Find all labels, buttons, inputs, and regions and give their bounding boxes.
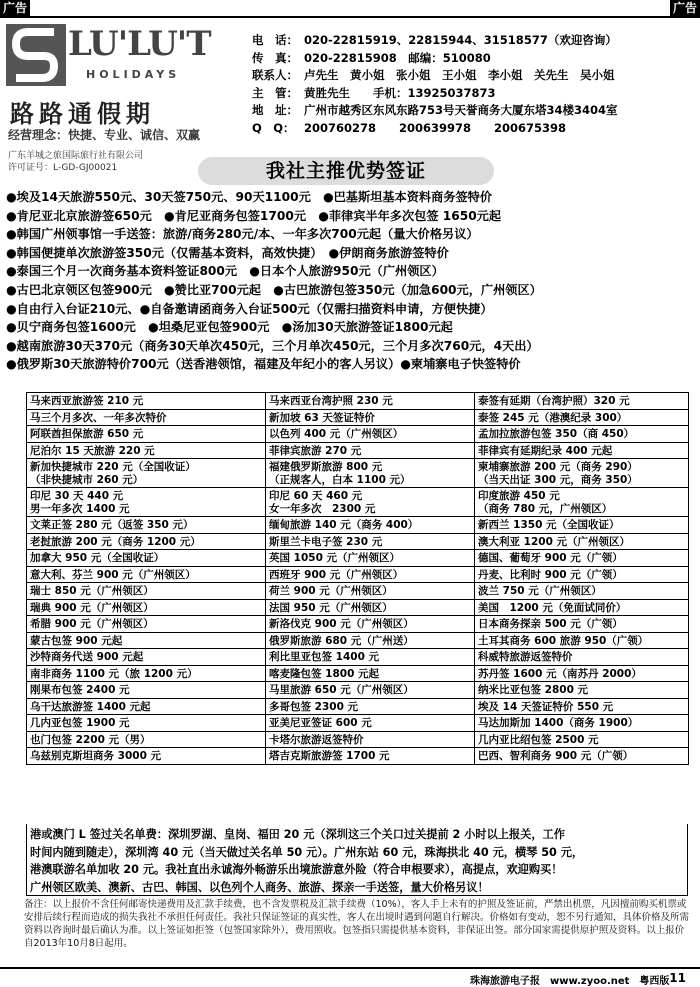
table-cell: 俄罗斯旅游 680 元（广州送） bbox=[266, 632, 475, 649]
table-row bbox=[27, 632, 689, 649]
table-row bbox=[27, 533, 689, 550]
table-row bbox=[27, 715, 689, 732]
chinese-brand-name: 路路通假期 bbox=[10, 99, 155, 128]
featured-visa-line: ●韩国广州领事馆一手送签：旅游/商务280元/本、一年多次700元起（量大价格另议） bbox=[6, 227, 479, 242]
featured-visa-line: ●肯尼亚北京旅游签650元 ●肯尼亚商务包签1700元 ●菲律宾半年多次包签 1650元起 bbox=[6, 208, 502, 223]
contact-value: 卢先生 黄小姐 张小姐 王小姐 李小姐 关先生 吴小姐 bbox=[304, 68, 615, 82]
table-cell: 印尼 60 天 460 元 女一年多次 2300 元 bbox=[266, 488, 475, 517]
publication-name: 珠海旅游电子报 www.zyoo.net 粤西版 bbox=[470, 976, 670, 987]
table-row bbox=[27, 566, 689, 583]
table-row bbox=[27, 731, 689, 748]
table-cell: 马三个月多次、一年多次特价 bbox=[27, 409, 266, 426]
visa-price-table bbox=[26, 392, 689, 765]
table-row bbox=[27, 488, 689, 517]
logo-text: LU'LU'T bbox=[68, 24, 211, 64]
contact-row bbox=[252, 85, 696, 103]
table-cell: 几内亚比绍包签 2500 元 bbox=[475, 731, 689, 748]
contact-value: 020-22815908 邮编：510080 bbox=[304, 50, 491, 65]
notes-line: 港澳联游名单加收 20 元。我社直出永诚海外畅游乐出境旅游意外险（符合申根要求），高提点，欢迎购买！ bbox=[30, 863, 563, 876]
table-cell: 也门包签 2200 元（男） bbox=[27, 731, 266, 748]
table-row bbox=[27, 649, 689, 666]
contact-label: 传 真： bbox=[252, 50, 298, 65]
contact-value: 200760278 200639978 200675398 bbox=[304, 120, 567, 135]
table-cell: 荷兰 900 元（广州领区） bbox=[266, 583, 475, 600]
company-name: 广东羊城之旅国际旅行社有限公司 bbox=[8, 151, 144, 161]
company-logo bbox=[6, 24, 236, 84]
table-cell: 几内亚包签 1900 元 bbox=[27, 715, 266, 732]
table-cell: 福建俄罗斯旅游 800 元 （正规客人，白本 1100 元） bbox=[266, 459, 475, 488]
contact-row bbox=[252, 120, 696, 138]
top-bar bbox=[0, 0, 700, 18]
visa-price-table-body bbox=[27, 393, 689, 765]
contact-label: Q Q： bbox=[252, 120, 295, 135]
contact-info bbox=[252, 32, 696, 137]
table-row bbox=[27, 599, 689, 616]
table-cell: 科威特旅游返签特价 bbox=[475, 649, 689, 666]
featured-visa-list bbox=[6, 188, 696, 374]
table-cell: 日本商务探亲 500 元（广领） bbox=[475, 616, 689, 633]
contact-label: 主 管： bbox=[252, 85, 298, 100]
table-row bbox=[27, 517, 689, 534]
table-cell: 丹麦、比利时 900 元（广领） bbox=[475, 566, 689, 583]
table-row bbox=[27, 409, 689, 426]
table-cell: 巴西、智利商务 900 元（广领） bbox=[475, 748, 689, 765]
table-cell: 以色列 400 元（广州领区） bbox=[266, 426, 475, 443]
featured-visa-line: ●俄罗斯30天旅游特价700元（送香港领馆，福建及年纪小的客人另议）●柬埔寨电子快签特价 bbox=[6, 357, 521, 372]
featured-visa-line: ●韩国便捷单次旅游签350元（仅需基本资料，高效快捷） ●伊朗商务旅游签特价 bbox=[6, 245, 449, 260]
table-cell: 英国 1050 元（广州领区） bbox=[266, 550, 475, 567]
table-row bbox=[27, 550, 689, 567]
table-cell: 乌干达旅游签 1400 元起 bbox=[27, 698, 266, 715]
table-row bbox=[27, 698, 689, 715]
table-cell: 马里旅游 650 元（广州领区） bbox=[266, 682, 475, 699]
notes-line: 港或澳门 L 签过关名单费：深圳罗湖、皇岗、福田 20 元（深圳这三个关口过关提前 2 小时以上报关，工作 bbox=[30, 828, 565, 841]
table-cell: 柬埔寨旅游 200 元（商务 290） （当天出证 300 元，商务 350） bbox=[475, 459, 689, 488]
table-row bbox=[27, 426, 689, 443]
table-cell: 加拿大 950 元（全国收证） bbox=[27, 550, 266, 567]
table-cell: 瑞士 850 元（广州领区） bbox=[27, 583, 266, 600]
contact-label: 电 话： bbox=[252, 33, 298, 47]
remarks-text: 备注：以上报价不含任何邮寄快递费用及汇款手续费，也不含发票税及汇款手续费（10%），客人手上未有的护照及签证前，严禁出机票，凡因擅前购买机票或安排后续行程而造成的损失我社不承担任何责任。我社只保证签证的真实性，客人在出境时遇到问题自行解决。价格如有变动，恕不另行通知，具体价格及所需资料以咨询时最后确认为准。以上签证如拒签（包签国家除外），费用照收。包签指只需提供基本资料，非保证出签。部分国家需提供原护照及资料。以上报价自2013年10月8日起用。 bbox=[24, 899, 690, 949]
contact-row bbox=[252, 32, 696, 50]
notes-line: 广州领区欧美、澳新、古巴、韩国、以色列个人商务、旅游、探亲一手送签，量大价格另议！ bbox=[30, 880, 489, 894]
contact-row bbox=[252, 50, 696, 68]
table-cell: 尼泊尔 15 天旅游 220 元 bbox=[27, 442, 266, 459]
table-cell: 缅甸旅游 140 元（商务 400） bbox=[266, 517, 475, 534]
table-cell: 西班牙 900 元（广州领区） bbox=[266, 566, 475, 583]
table-row bbox=[27, 459, 689, 488]
featured-visa-line: ●古巴北京领区包签900元 ●赞比亚700元起 ●古巴旅游包签350元（加急600元，广州领区） bbox=[6, 282, 542, 297]
logo-s-mark-icon bbox=[6, 24, 66, 86]
contact-label: 联系人： bbox=[252, 68, 298, 82]
table-cell: 美国 1200 元（免面试同价） bbox=[475, 599, 689, 616]
border-pass-notes bbox=[26, 824, 688, 896]
ad-label-right: 广告 bbox=[670, 0, 700, 17]
table-cell: 多哥包签 2300 元 bbox=[266, 698, 475, 715]
business-slogan: 经营理念：快捷、专业、诚信、双赢 bbox=[8, 128, 201, 142]
table-cell: 老挝旅游 200 元（商务 1200 元） bbox=[27, 533, 266, 550]
contact-value: 黄胜先生 手机：13925037873 bbox=[304, 85, 496, 100]
table-cell: 喀麦隆包签 1800 元起 bbox=[266, 665, 475, 682]
table-row bbox=[27, 442, 689, 459]
page-number: 11 bbox=[669, 971, 686, 985]
featured-visa-line: ●越南旅游30天370元（商务30天单次450元，三个月单次450元，三个月多次760元，4天出） bbox=[6, 338, 539, 353]
contact-row bbox=[252, 67, 696, 85]
table-cell: 马来西亚旅游签 210 元 bbox=[27, 393, 266, 410]
table-cell: 澳大利亚 1200 元（广州领区） bbox=[475, 533, 689, 550]
featured-visa-line: ●泰国三个月一次商务基本资料签证800元 ●日本个人旅游950元（广州领区） bbox=[6, 264, 444, 279]
table-cell: 希腊 900 元（广州领区） bbox=[27, 616, 266, 633]
table-cell: 德国、葡萄牙 900 元（广领） bbox=[475, 550, 689, 567]
logo-subtitle: HOLIDAYS bbox=[86, 68, 181, 81]
contact-label: 地 址： bbox=[252, 103, 298, 117]
table-cell: 菲律宾旅游 270 元 bbox=[266, 442, 475, 459]
table-cell: 南非商务 1100 元（旅 1200 元） bbox=[27, 665, 266, 682]
table-cell: 苏丹签 1600 元（南苏丹 2000） bbox=[475, 665, 689, 682]
featured-visa-line: ●埃及14天旅游550元、30天签750元、90天1100元 ●巴基斯坦基本资料商务签特价 bbox=[6, 190, 493, 204]
table-cell: 刚果布包签 2400 元 bbox=[27, 682, 266, 699]
license-number: 许可证号：L-GD-GJ00021 bbox=[8, 163, 118, 173]
table-cell: 波兰 750 元（广州领区） bbox=[475, 583, 689, 600]
table-row bbox=[27, 616, 689, 633]
table-cell: 卡塔尔旅游返签特价 bbox=[266, 731, 475, 748]
table-cell: 新加快捷城市 220 元（全国收证） （非快捷城市 260 元） bbox=[27, 459, 266, 488]
table-cell: 马来西亚台湾护照 230 元 bbox=[266, 393, 475, 410]
table-cell: 纳米比亚包签 2800 元 bbox=[475, 682, 689, 699]
table-row bbox=[27, 393, 689, 410]
featured-visa-line: ●贝宁商务包签1600元 ●坦桑尼亚包签900元 ●汤加30天旅游签证1800元起 bbox=[6, 320, 453, 335]
featured-visa-banner: 我社主推优势签证 bbox=[198, 157, 494, 185]
table-cell: 利比里亚包签 1400 元 bbox=[266, 649, 475, 666]
table-cell: 蒙古包签 900 元起 bbox=[27, 632, 266, 649]
table-cell: 印尼 30 天 440 元 男一年多次 1400 元 bbox=[27, 488, 266, 517]
table-cell: 塔吉克斯旅游签 1700 元 bbox=[266, 748, 475, 765]
contact-value: 广州市越秀区东风东路753号天誉商务大厦东塔34楼3404室 bbox=[304, 103, 618, 117]
agency-header bbox=[4, 22, 696, 177]
table-cell: 瑞典 900 元（广州领区） bbox=[27, 599, 266, 616]
table-cell: 菲律宾有延期纪录 400 元起 bbox=[475, 442, 689, 459]
table-cell: 乌兹别克斯坦商务 3000 元 bbox=[27, 748, 266, 765]
table-cell: 马达加斯加 1400（商务 1900） bbox=[475, 715, 689, 732]
table-cell: 新加坡 63 天签证特价 bbox=[266, 409, 475, 426]
table-cell: 印度旅游 450 元 （商务 780 元，广州领区） bbox=[475, 488, 689, 517]
table-cell: 新西兰 1350 元（全国收证） bbox=[475, 517, 689, 534]
table-row bbox=[27, 682, 689, 699]
table-cell: 文莱正签 280 元（返签 350 元） bbox=[27, 517, 266, 534]
table-cell: 泰签有延期（台湾护照）320 元 bbox=[475, 393, 689, 410]
contact-value: 020-22815919、22815944、31518577（欢迎咨询） bbox=[304, 33, 617, 47]
featured-visa-line: ●自由行入台证210元、●自备邀请函商务入台证500元（仅需扫描资料申请，方便快捷） bbox=[6, 301, 493, 316]
table-cell: 亚美尼亚签证 600 元 bbox=[266, 715, 475, 732]
table-cell: 泰签 245 元（港澳纪录 300） bbox=[475, 409, 689, 426]
table-cell: 法国 950 元（广州领区） bbox=[266, 599, 475, 616]
table-row bbox=[27, 665, 689, 682]
table-cell: 斯里兰卡电子签 230 元 bbox=[266, 533, 475, 550]
table-cell: 新洛伐克 900 元（广州领区） bbox=[266, 616, 475, 633]
table-cell: 孟加拉旅游包签 350（商 450） bbox=[475, 426, 689, 443]
page-footer bbox=[0, 967, 700, 987]
table-cell: 意大利、芬兰 900 元（广州领区） bbox=[27, 566, 266, 583]
table-row bbox=[27, 748, 689, 765]
ad-label-left: 广告 bbox=[0, 0, 30, 17]
table-cell: 沙特商务代送 900 元起 bbox=[27, 649, 266, 666]
contact-row bbox=[252, 102, 696, 120]
table-cell: 埃及 14 天签证特价 550 元 bbox=[475, 698, 689, 715]
table-cell: 阿联酋担保旅游 650 元 bbox=[27, 426, 266, 443]
table-cell: 土耳其商务 600 旅游 950（广领） bbox=[475, 632, 689, 649]
notes-line: 时间内随到随走），深圳湾 40 元（当天做过关名单 50 元）。广州东站 60 元，珠海拱北 40 元，横琴 50 元， bbox=[30, 845, 584, 859]
table-row bbox=[27, 583, 689, 600]
